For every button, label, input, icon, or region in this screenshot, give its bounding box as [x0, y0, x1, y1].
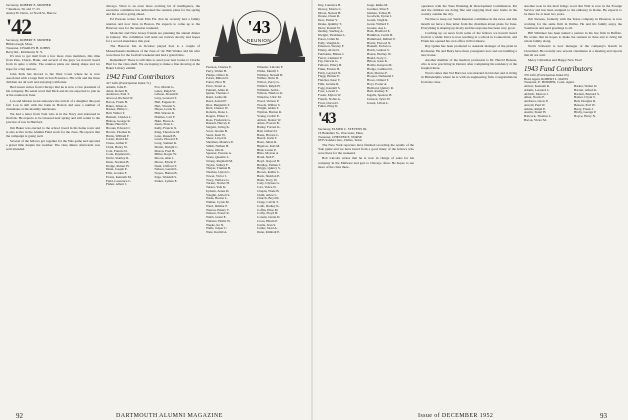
- contributor-name: Evans, Kenneth M.: [106, 174, 132, 179]
- contributor-name: French, Noble A.: [318, 96, 341, 101]
- contributor-name: Willard, Ralph H.: [257, 83, 281, 88]
- contributor-name: Atkins, Ralph E.: [524, 106, 546, 111]
- contributor-name: Pearson, Charles E.: [206, 65, 232, 69]
- contributor-name: Williams, Seth L.: [257, 87, 281, 92]
- contributor-name: Cutler, Jared A.: [257, 226, 278, 231]
- contributor-name: Holmes, Carl F.: [154, 114, 176, 119]
- contributor-name: Whitney, Newell B.: [257, 72, 284, 77]
- contributor-name: Winslow, Ulric M.: [257, 95, 282, 99]
- contributor-name: Upham, Zenas D.: [206, 188, 230, 193]
- contributor-name: Stone, Quentin L.: [206, 155, 230, 159]
- contributor-name: Doane, Owen R.: [318, 14, 340, 19]
- contributor-name: Coffin, Elias M.: [257, 207, 279, 212]
- contributor-name: Chase, Arthur P.: [106, 141, 128, 146]
- contributor-name: Foss, Lowell C.: [318, 89, 339, 94]
- contributor-name: Rich, Chester W.: [206, 106, 229, 111]
- contributor-name: Flint, Jerome R.: [318, 81, 340, 86]
- contributor-name: Long, Samuel R.: [154, 141, 177, 146]
- contributor-name: Fisher, Albert J.: [106, 182, 127, 187]
- contributor-list-e: [318, 4, 364, 109]
- contributor-name: Hull, Rodney E.: [367, 89, 389, 94]
- column-paragraph: chicago. What is an even more exciting bit of intelligence, the executive committee has authorized the reunion plans for the spring and the work is going ahead.: [106, 4, 200, 17]
- page-gutter: [311, 0, 313, 420]
- officer-line: Secretary, ROBERT E. MOSHER: [6, 38, 51, 43]
- contributor-name: Ball, Gilbert D.: [257, 128, 278, 133]
- column-paragraph: Jim Baker was elected to the school board in his home town and is also active in the Alumni Fund work for the class. He reports that the campaign is going well.: [6, 125, 100, 138]
- contributor-name: Benson, Earl W.: [574, 102, 596, 107]
- officer-line: Hillsborough, Mass.: [6, 42, 33, 46]
- right-col-3: [524, 4, 622, 123]
- contributor-name: Ames, Everett B.: [257, 121, 280, 126]
- contributor-name: Church, Boyd R.: [257, 196, 280, 201]
- officer-line: 16 Berkshire St., Worcester, Mass.: [318, 130, 364, 135]
- officer-line: 6335 Sanders Ave., Dallas, Texas: [318, 138, 362, 143]
- contributor-name: Boyce, Harry N.: [574, 114, 596, 119]
- contributor-name: Bush, Tracy W.: [257, 177, 278, 182]
- contributor-name: Child, Amos L.: [257, 192, 278, 197]
- contributor-name: Hill, Warren D.: [154, 111, 175, 116]
- column-paragraph: Merry Christmas and Happy New Year!: [528, 57, 583, 62]
- class-officers: [6, 39, 100, 54]
- contributor-name: Miller, Roger W.: [154, 152, 177, 157]
- contributor-name: Dana, Kimball E.: [257, 230, 281, 234]
- contributor-name: Page, Wendell S.: [154, 174, 177, 179]
- contributor-name: Tucker, Xavier H.: [206, 181, 230, 186]
- contributor-name: Hilton, Jesse K.: [367, 59, 388, 64]
- contributor-name: Weeks, Ira N.: [206, 222, 225, 227]
- contributor-name: Farrar, Clement P.: [318, 55, 342, 60]
- column-paragraph: Montclair and New Jersey friends are planning the annual dinner in January. The committee will send out notices shortly and hopes for a record attendance this year.: [106, 30, 200, 44]
- contributor-name: Dewey, Morris C.: [318, 6, 342, 11]
- contributor-name: Bailey, Forrest K.: [257, 125, 281, 129]
- contributor-name: Hall, Eugene R.: [154, 99, 176, 104]
- top-note: Secretary, ROBERT E. MOSHER: [6, 3, 51, 7]
- contributor-name: Hazen, Hartley W.: [367, 51, 392, 56]
- officer-line: Berry Rd., Richmond, N. Y.: [6, 49, 43, 54]
- contributor-name: Bond, Neil F.: [257, 155, 275, 159]
- column-paragraph: Another member of the medical profession is Dr. Harold Benson, who is now practicing in Denver after completing his residency at the hospital there.: [421, 57, 517, 71]
- contributor-name: Harris, Elwood N.: [367, 40, 392, 45]
- contributor-name: Wilson, Thurlow K.: [257, 91, 284, 96]
- contributor-name: Hammond, Delbert P.: [367, 36, 396, 41]
- contributor-name: Woods, Wilbur S.: [257, 102, 281, 107]
- contributor-name: Clark, Henry W.: [106, 144, 128, 149]
- contributor-name: Smith, Nathan H.: [206, 143, 230, 148]
- contributor-name: Rogers, Elmer C.: [206, 113, 229, 118]
- left-col-2: [106, 4, 200, 187]
- officer-line: Treasurer, CHARLES H. JOHNS: [6, 45, 51, 50]
- column-paragraph: Bill Whitaker has been named a partner in his law firm in Buffalo. He writes that he hopes to make the reunion in June and to bring his whole family along.: [524, 30, 622, 44]
- contributor-name: Wright, Alden T.: [257, 106, 280, 111]
- contributor-name: Fitch, Gaylord N.: [318, 70, 342, 75]
- right-page: [318, 3, 622, 420]
- contributor-name: Foster, Myron W.: [318, 93, 342, 97]
- contributor-name: Hoyt, Porter A.: [367, 81, 388, 86]
- contributor-list-d: [257, 66, 305, 235]
- contributor-name: Roberts, Dana L.: [206, 110, 229, 114]
- contributor-name: Hodge, Lambert D.: [367, 66, 393, 71]
- contributor-name: Dunn, Joseph E.: [106, 167, 128, 172]
- contributor-name: Day, Laurence B.: [318, 3, 342, 7]
- fund-gifts-line: 417 Gifts (Participation Index 71): [106, 81, 151, 86]
- contributor-name: Vaughn, Abbott S.: [206, 192, 231, 197]
- contributor-name: Lewis, Howard E.: [154, 137, 179, 142]
- contributor-name: Wyman, Burton R.: [257, 110, 282, 114]
- contributor-name: Buck, Sheldon E.: [257, 173, 281, 178]
- contributor-name: Wood, Vernon P.: [257, 98, 280, 103]
- contributor-name: Chapin, Wade B.: [257, 188, 280, 193]
- contributor-name: Young, Cedric E.: [257, 113, 280, 118]
- contributor-name: Watson, Foster R.: [206, 211, 230, 216]
- right-col-1: [318, 4, 414, 170]
- contributor-name: Rice, Benjamin T.: [206, 102, 230, 107]
- banner-word: REUNION: [246, 38, 272, 43]
- contributor-name: Noyes, Harlan B.: [154, 171, 178, 176]
- top-note: * Reunion, 30, and ??, 23: [6, 6, 40, 11]
- contributor-list-h: [574, 85, 621, 123]
- contributor-name: Boyd, Osgood H.: [257, 158, 281, 163]
- contributor-name: Brooks, Edward J.: [106, 126, 131, 131]
- contributor-name: Dean, Norman B.: [106, 159, 130, 164]
- contributor-name: Nelson, Gerald L.: [154, 167, 179, 172]
- contributor-name: Cady, Ulysses G.: [257, 181, 280, 186]
- contributor-name: Sargent, Irving K.: [206, 125, 230, 129]
- contributor-name: Allen, Robert B.: [106, 88, 128, 93]
- contributor-name: Nash, Clifford T.: [154, 163, 177, 168]
- contributor-name: Eddy, Vaughn K.: [318, 40, 341, 45]
- contributor-name: Adams, John E.: [106, 84, 127, 89]
- column-paragraph: Bob Lincoln writes that he is now in charge of sales for his company in the Midwest and gets to Chicago often. He hopes to see more of the class there.: [318, 156, 414, 169]
- contributor-name: Carr, Vance N.: [257, 185, 277, 189]
- contributor-name: Gardner, Silas F.: [367, 6, 389, 11]
- contributor-name: Adams, Leonard C.: [524, 87, 550, 92]
- contributor-name: Fellows, Ellery B.: [318, 63, 342, 67]
- column-paragraph: We had a letter from Tom who is in the Navy and stationed in Norfolk. He expects to be released next spring and will return to the practice of law in Hartford.: [6, 112, 100, 125]
- contributor-name: Flagg, Homer E.: [318, 74, 340, 79]
- contributor-name: Colby, Floyd H.: [257, 211, 279, 216]
- contributor-name: Cole, Francis D.: [106, 148, 128, 153]
- contributor-name: Price, Stuart A.: [206, 83, 227, 88]
- contributor-name: Atwood, Richard W.: [106, 96, 134, 101]
- contributor-name: Hunt, Bruce A.: [154, 118, 175, 123]
- contributor-name: Hamilton, Curtis B.: [367, 33, 394, 37]
- contributor-name: Burns, William F.: [106, 133, 130, 138]
- contributor-name: Rand, Leslie M.: [206, 95, 228, 99]
- contributor-name: Wilcox, Percy G.: [257, 80, 280, 84]
- contributor-list-b: [155, 86, 201, 187]
- contributor-name: West, Kermit A.: [206, 230, 228, 234]
- contributor-name: Eaton, Uriah M.: [318, 36, 340, 41]
- contributor-name: Brown, Thomas K.: [106, 129, 132, 134]
- contributor-name: Hayes, Louis K.: [154, 107, 176, 112]
- page-number: 93: [600, 412, 607, 420]
- column-paragraph: Ray Quinn has been promoted to assistant manager of the plant in Rochester. He and Betty have three youngsters now and are building a new house.: [421, 44, 517, 57]
- contributor-name: Jackson, Tyler W.: [367, 96, 391, 101]
- contributor-name: Thomas, Upton C.: [206, 170, 231, 174]
- contributor-name: Drew, Roland W.: [318, 25, 341, 30]
- contributor-name: Jones, Peter L.: [154, 122, 174, 127]
- class-officers: [318, 128, 414, 143]
- contributor-name: Goodwin, Upton J.: [367, 14, 393, 19]
- contributor-name: Carter, David M.: [106, 137, 129, 142]
- contributor-list-g: [524, 85, 571, 123]
- contributor-name: White, Merrill J.: [257, 68, 279, 73]
- contributor-name: Bliss, Morton A.: [257, 151, 279, 156]
- contributor-name: Wilbur, Orrin D.: [257, 76, 279, 81]
- column-paragraph: Norm Schwartz is now manager of the company's branch in Cleveland. He recently saw several classmates at a meeting and reports that all are well.: [524, 44, 622, 57]
- contributor-name: Grant, Willard T.: [367, 21, 390, 26]
- contributor-name: Wells, Jasper C.: [206, 226, 228, 231]
- contributor-name: Gibson, Donald P.: [154, 92, 179, 97]
- contributor-name: Ingalls, Spencer B.: [367, 93, 393, 97]
- column-paragraph: Another note in the mail brings word that Walt is now in the Foreign Service and has been assigned to the embassy in Rome. He expects to be there for at least two years.: [524, 4, 622, 17]
- contributor-name: Arnold, Paul W.: [524, 102, 546, 107]
- contributor-name: Bell, Walter T.: [106, 111, 126, 116]
- contributor-name: Hale, Bradford E.: [367, 29, 391, 34]
- contributor-name: Marsh, Dwight C.: [154, 144, 179, 149]
- contributor-name: Morse, Edwin P.: [154, 159, 177, 164]
- contributor-name: Barrett, Alfred K.: [574, 87, 598, 92]
- contributor-name: Jewett, Urban L.: [367, 100, 389, 105]
- contributor-name: Turner, Yale K.: [206, 185, 227, 189]
- left-page: [6, 3, 306, 420]
- contributor-name: Field, Lawrence C.: [106, 178, 132, 183]
- contributor-name: Barnes, Philip C.: [106, 107, 129, 112]
- column-paragraph: Ed Parsons writes from Elm Fla. that he recently had a family reunion and now lives in Boston. He expects to come up to the Hanover area for the reunion weekend.: [106, 17, 200, 30]
- contributor-name: Greene, Asa L.: [367, 25, 387, 30]
- column-paragraph: The Hanover Inn in October played host to a couple of Massachusetts members of the class of '42. Bill Walker and his wife were there for the football weekend and had a grand time.: [106, 44, 200, 57]
- contributor-name: Webb, Grant E.: [206, 215, 227, 219]
- class-year-heading: '42: [6, 14, 32, 40]
- contributor-name: Fox, Martin G.: [154, 84, 175, 89]
- contributor-name: Dixon, Nelson H.: [318, 10, 342, 15]
- contributor-name: Wheeler, Lincoln F.: [257, 65, 284, 69]
- contributor-name: Conant, Glenn D.: [257, 215, 281, 219]
- contributor-name: Parker, Lyman E.: [154, 178, 178, 183]
- contributor-list-f: [367, 4, 413, 109]
- contributor-name: Hobbs, Kenyon M.: [367, 63, 393, 67]
- fund-agent-line: Treasurer, E. HOSMER, Conn. Agent.: [524, 80, 575, 85]
- contributor-name: Shaw, Lloyd D.: [206, 136, 227, 141]
- contributor-name: Drake, Quimby T.: [318, 21, 342, 26]
- contributor-name: Fletcher, Isaac T.: [318, 78, 341, 82]
- officer-line: Secretary, ELMER C. STEVENS JR.: [318, 127, 368, 131]
- contributor-name: Hooper, Nathaniel J.: [367, 74, 395, 79]
- contributor-name: Kelly, Francis X.: [154, 126, 177, 131]
- contributor-name: Spencer, Preston A.: [206, 151, 232, 156]
- column-paragraph: John Peck has moved to the West Coast where he is now associated with a large firm in San Francisco. His wife and the three children are all well and enjoying California.: [6, 71, 100, 84]
- page-footer: Issue of DECEMBER 1952: [418, 413, 494, 419]
- contributor-name: Haskell, Forbes G.: [367, 44, 392, 49]
- contributor-name: Tracy, Wallace G.: [206, 177, 230, 182]
- contributor-name: Wade, Barton L.: [206, 196, 228, 201]
- contributor-name: Holt, Marcus F.: [367, 70, 388, 75]
- column-paragraph: Several of the fellows got together for the Yale game and reported a grand time despite the weather. The class dinner afterwards was well attended.: [6, 139, 100, 152]
- contributor-name: Dwight, Thaddeus L.: [318, 33, 346, 37]
- contributor-name: Perry, Walter B.: [206, 68, 228, 73]
- page-number: 92: [16, 412, 23, 420]
- contributor-name: Blair, Lester P.: [257, 147, 277, 152]
- column-paragraph: We like to keep our Tenth Reunion committee in the news and this month we have a fine letter from the chairman about plans for June. Everything is shaping up nicely and the response has been very good.: [421, 17, 517, 30]
- contributor-name: Aldrich, Morton J.: [524, 91, 549, 96]
- contributor-name: Ross, Frederick G.: [206, 117, 231, 122]
- contributor-name: Gage, Rufus M.: [367, 3, 389, 7]
- contributor-name: Lane, Russell B.: [154, 133, 177, 138]
- contributor-name: Gould, Virgil R.: [367, 18, 389, 22]
- fund-gifts-line: 376 Gifts (Participation Index 63): [524, 72, 569, 77]
- contributor-name: Porter, Milton D.: [206, 76, 229, 81]
- contributor-name: Bates, Horace L.: [257, 132, 280, 137]
- contributor-name: Fiske, Fenton H.: [318, 66, 340, 71]
- fund-contributors-heading: 1943 Fund Contributors: [524, 64, 593, 73]
- contributor-name: Baker, James A.: [106, 103, 128, 108]
- contributor-name: Dow, Parker S.: [318, 18, 338, 22]
- contributor-name: Warren, Emery T.: [206, 207, 230, 212]
- contributor-name: Quinn, Thomas J.: [206, 91, 230, 96]
- contributor-name: Thayer, Truman B.: [206, 166, 231, 171]
- contributor-name: Hatch, Gideon S.: [367, 48, 390, 52]
- contributor-name: Mason, Fred H.: [154, 148, 176, 153]
- contributor-name: Bell, Douglas R.: [574, 99, 596, 104]
- officer-line: Treasurer, CHESTER E. NORSE: [318, 134, 362, 139]
- banner-year: '43: [247, 17, 271, 37]
- contributor-name: Barker, Walter D.: [574, 84, 598, 89]
- contributor-name: Russell, Harvey P.: [206, 121, 231, 126]
- contributor-name: Putnam, Allen R.: [206, 87, 229, 92]
- contributor-name: Cobb, Dudley K.: [257, 203, 280, 208]
- column-paragraph: Lou and Marion Grant announce the arrival of a daughter this past fall. Lou is still with the bank in Boston and sees a number of classmates at the monthly luncheons.: [6, 98, 100, 111]
- contributor-name: Frost, Orson D.: [318, 100, 339, 105]
- contributor-name: Bigelow, Karl M.: [257, 143, 281, 148]
- class-year-heading: '43: [318, 110, 336, 127]
- contributor-name: Snow, Otis R.: [206, 147, 225, 152]
- contributor-name: Brown, Rollin C.: [257, 170, 280, 174]
- fund-contributors-heading: 1942 Fund Contributors: [106, 73, 175, 82]
- contributor-name: Allen, Norris F.: [524, 95, 545, 100]
- contributor-name: Fay, Darwin G.: [318, 59, 339, 64]
- contributor-name: Webster, Hollis W.: [206, 218, 231, 223]
- contributor-name: Babcock, Thomas L.: [524, 114, 552, 119]
- contributor-name: Phelps, Oliver K.: [206, 72, 229, 77]
- contributor-name: Sherman, Maurice E.: [206, 140, 235, 144]
- contributor-name: Scott, Jerome B.: [206, 128, 228, 133]
- contributor-name: Potter, Eliot H.: [206, 80, 226, 84]
- reunion-banner: [211, 4, 307, 62]
- contributor-name: Beach, Irwin T.: [257, 136, 278, 141]
- contributor-name: Ellis, Gordon F.: [106, 171, 127, 176]
- column-paragraph: It's nice to get mail from a few more class members, this time from Pete, Chuck, Hank, and several of the guys we haven't heard from in quite a while. The reunion plans are taking shape and we hope for a big turnout.: [6, 54, 100, 71]
- contributor-name: Baxter, Clyde T.: [574, 95, 596, 100]
- column-paragraph: Remember? There is still time to send your best books to Charlie Hurt for the class shelf. We are hoping to make a fine showing at the Baker Library exhibit.: [106, 57, 200, 71]
- right-col-2: [421, 4, 517, 85]
- contributor-name: Briggs, Quincy S.: [257, 166, 281, 171]
- contributor-name: Dudley, Sterling A.: [318, 29, 344, 34]
- contributor-name: Tower, Victor J.: [206, 173, 227, 178]
- contributor-name: Emerson, Wesley F.: [318, 44, 345, 49]
- top-note: Ansley H. Davis, 12 North St, Harrow: [6, 10, 57, 15]
- contributor-name: Bacon, Victor M.: [524, 117, 547, 122]
- contributor-list-a: [106, 86, 152, 187]
- contributor-name: Bartlett, Bernard S.: [574, 91, 600, 96]
- contributor-name: Clapp, Calvin T.: [257, 200, 279, 204]
- column-paragraph: The New York reporters have finished recording the results of the Yale game and we have heard from a good many of the fellows who were there for the weekend.: [318, 143, 414, 156]
- contributor-name: Berry, Frank J.: [574, 106, 594, 111]
- contributor-name: Hart, Vincent S.: [154, 103, 176, 108]
- contributor-name: Ward, Delmar P.: [206, 203, 228, 208]
- contributor-name: Bishop, George R.: [106, 118, 131, 123]
- contributor-name: Bradley, Palmer J.: [257, 162, 282, 167]
- contributor-name: Fuller, Pliny K.: [318, 104, 339, 109]
- contributor-name: Andrews, Oscar P.: [524, 99, 549, 104]
- column-paragraph: Word comes that Ted Barrows was married in October and is living in Philadelphia where he is with an engineering firm. Congratulations from the class.: [421, 71, 517, 84]
- contributor-name: Blake, Harold S.: [106, 122, 128, 127]
- column-paragraph: Jim Stevens, formerly with the Texas company in Houston, is now working for the same firm in Dallas. He and his family enjoy the Southwest and send greetings to all.: [524, 17, 622, 30]
- contributor-name: Curtis, Ivan S.: [257, 222, 277, 227]
- contributor-name: Bixby, George P.: [574, 110, 597, 115]
- contributor-name: Bacon, Frank H.: [106, 99, 128, 104]
- contributor-name: Hubbard, Quincy R.: [367, 85, 394, 90]
- contributor-name: Cook, Raymond L.: [106, 152, 132, 157]
- contributor-name: Sears, Kent W.: [206, 132, 226, 137]
- contributor-name: Davis, Stanley R.: [106, 156, 130, 161]
- contributor-name: Howe, Orland T.: [367, 78, 390, 82]
- page-footer: DARTMOUTH ALUMNI MAGAZINE: [116, 413, 223, 419]
- contributor-name: Austin, Stuart H.: [524, 110, 547, 115]
- contributor-name: Emery, Alvin D.: [318, 48, 340, 52]
- contributor-name: Gates, Ralph W.: [154, 88, 176, 93]
- contributor-name: Gray, Leonard T.: [154, 96, 177, 101]
- contributor-name: Abbott, Dexter W.: [257, 117, 282, 122]
- contributor-name: Abbott, Kenneth R.: [524, 84, 550, 89]
- contributor-name: Moore, Alan J.: [154, 156, 175, 161]
- contributor-name: King, Theodore M.: [154, 129, 180, 134]
- column-paragraph: operation with the State Planning & Development Commission. Pat and the children are doing fine and enjoying their new home in the country outside the city.: [421, 4, 517, 17]
- contributor-name: Bean, Julian R.: [257, 140, 278, 144]
- contributor-name: Taylor, Sidney F.: [206, 162, 229, 167]
- contributor-list-c: [206, 66, 254, 235]
- column-paragraph: Catching up on news from some of the fellows we haven't heard from in a while: Dave is now teaching at a school in Connecticut, and Frank has opened his own office in Providence.: [421, 30, 517, 44]
- contributor-name: Strong, Reginald M.: [206, 158, 233, 163]
- contributor-name: Reed, Arnold F.: [206, 98, 227, 103]
- contributor-name: Bennett, Charles L.: [106, 114, 132, 119]
- contributor-name: Dodge, Robert H.: [106, 163, 130, 168]
- contributor-name: Cross, Hiram P.: [257, 218, 278, 223]
- contributor-name: Fairbanks, Blaine J.: [318, 51, 345, 56]
- left-col-1: [6, 4, 100, 153]
- fund-agent-line: Head Agent, ROBERT L. DAVIS: [524, 76, 569, 81]
- contributor-name: Fogg, Kendall S.: [318, 85, 341, 90]
- contributor-name: Anderson, Paul T.: [106, 92, 130, 97]
- contributor-name: Gilman, Tobias H.: [367, 10, 392, 15]
- column-paragraph: Bud Green writes from Chicago that he is now a vice president of his company. He sends word that Dick and Al are expected to join us at the reunion in June.: [6, 85, 100, 98]
- contributor-name: Walker, Cyrus M.: [206, 200, 230, 204]
- contributor-name: Heald, Ivory C.: [367, 55, 388, 60]
